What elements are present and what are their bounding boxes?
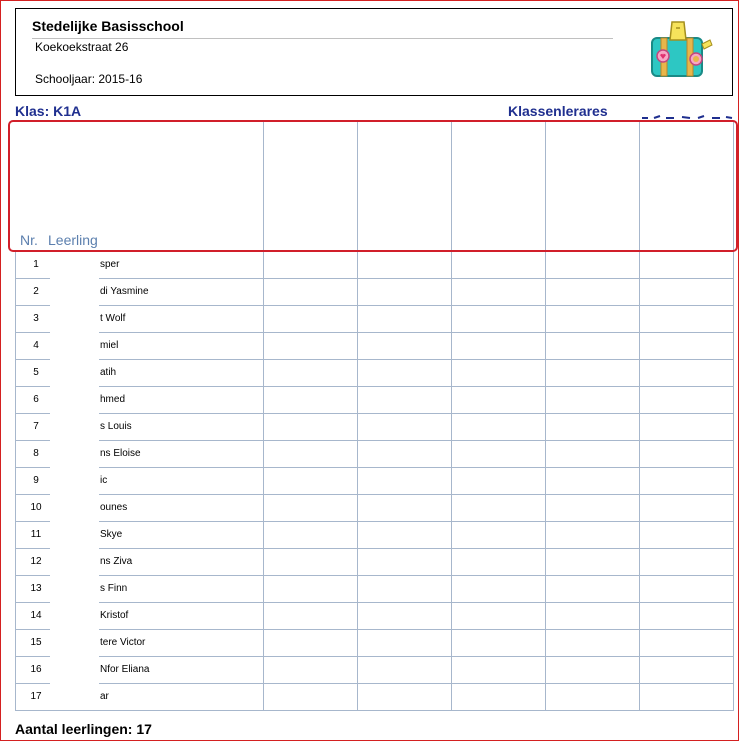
student-name: Skye: [100, 529, 123, 540]
school-name: Stedelijke Basisschool: [32, 18, 184, 34]
teacher-label: Klassenlerares: [508, 103, 608, 119]
row-number: 7: [33, 421, 39, 432]
school-header: [15, 8, 733, 96]
student-name: tere Victor: [100, 637, 146, 648]
column-header-number: Nr.: [20, 232, 38, 248]
student-name: s Finn: [100, 583, 128, 594]
row-number: 17: [30, 691, 42, 702]
student-count: Aantal leerlingen: 17: [15, 721, 152, 737]
grid-row-line: [15, 710, 734, 711]
table-row: [15, 602, 734, 629]
table-row: [15, 305, 734, 332]
student-name: Nfor Eliana: [100, 664, 150, 675]
student-name: ns Eloise: [100, 448, 141, 459]
redaction-mask: [50, 252, 99, 707]
student-name: sper: [100, 259, 120, 270]
student-name: ic: [100, 475, 108, 486]
student-name: s Louis: [100, 421, 132, 432]
header-divider: [32, 38, 613, 39]
row-number: 6: [33, 394, 39, 405]
student-name: Kristof: [100, 610, 129, 621]
student-name: miel: [100, 340, 119, 351]
student-name: atih: [100, 367, 117, 378]
row-number: 4: [33, 340, 39, 351]
row-number: 11: [30, 529, 42, 540]
row-number: 8: [33, 448, 39, 459]
row-number: 1: [33, 259, 39, 270]
row-number: 12: [30, 556, 42, 567]
student-name: di Yasmine: [100, 286, 149, 297]
table-row: [15, 251, 734, 278]
row-number: 16: [30, 664, 42, 675]
row-number: 10: [30, 502, 42, 513]
table-row: [15, 575, 734, 602]
row-number: 9: [33, 475, 39, 486]
column-header-student: Leerling: [48, 232, 98, 248]
student-name: ar: [100, 691, 109, 702]
student-name: ns Ziva: [100, 556, 133, 567]
table-row: [15, 656, 734, 683]
school-year: Schooljaar: 2015-16: [35, 72, 143, 86]
table-row: [15, 386, 734, 413]
row-number: 14: [30, 610, 42, 621]
teacher-name-cropped: [640, 112, 734, 120]
table-row: [15, 332, 734, 359]
school-address: Koekoekstraat 26: [35, 40, 129, 54]
table-row: [15, 521, 734, 548]
table-row: [15, 440, 734, 467]
table-row: [15, 494, 734, 521]
student-name: ounes: [100, 502, 128, 513]
table-row: [15, 683, 734, 710]
row-number: 15: [30, 637, 42, 648]
row-number: 5: [33, 367, 39, 378]
row-number: 2: [33, 286, 39, 297]
row-number: 3: [33, 313, 39, 324]
student-name: hmed: [100, 394, 126, 405]
table-row: [15, 629, 734, 656]
table-row: [15, 278, 734, 305]
table-row: [15, 467, 734, 494]
table-row: [15, 413, 734, 440]
grid-top-line: [263, 121, 734, 122]
class-label: Klas: K1A: [15, 103, 82, 119]
table-row: [15, 548, 734, 575]
suitcase-icon: [648, 14, 716, 84]
student-name: t Wolf: [100, 313, 126, 324]
row-number: 13: [30, 583, 42, 594]
table-row: [15, 359, 734, 386]
